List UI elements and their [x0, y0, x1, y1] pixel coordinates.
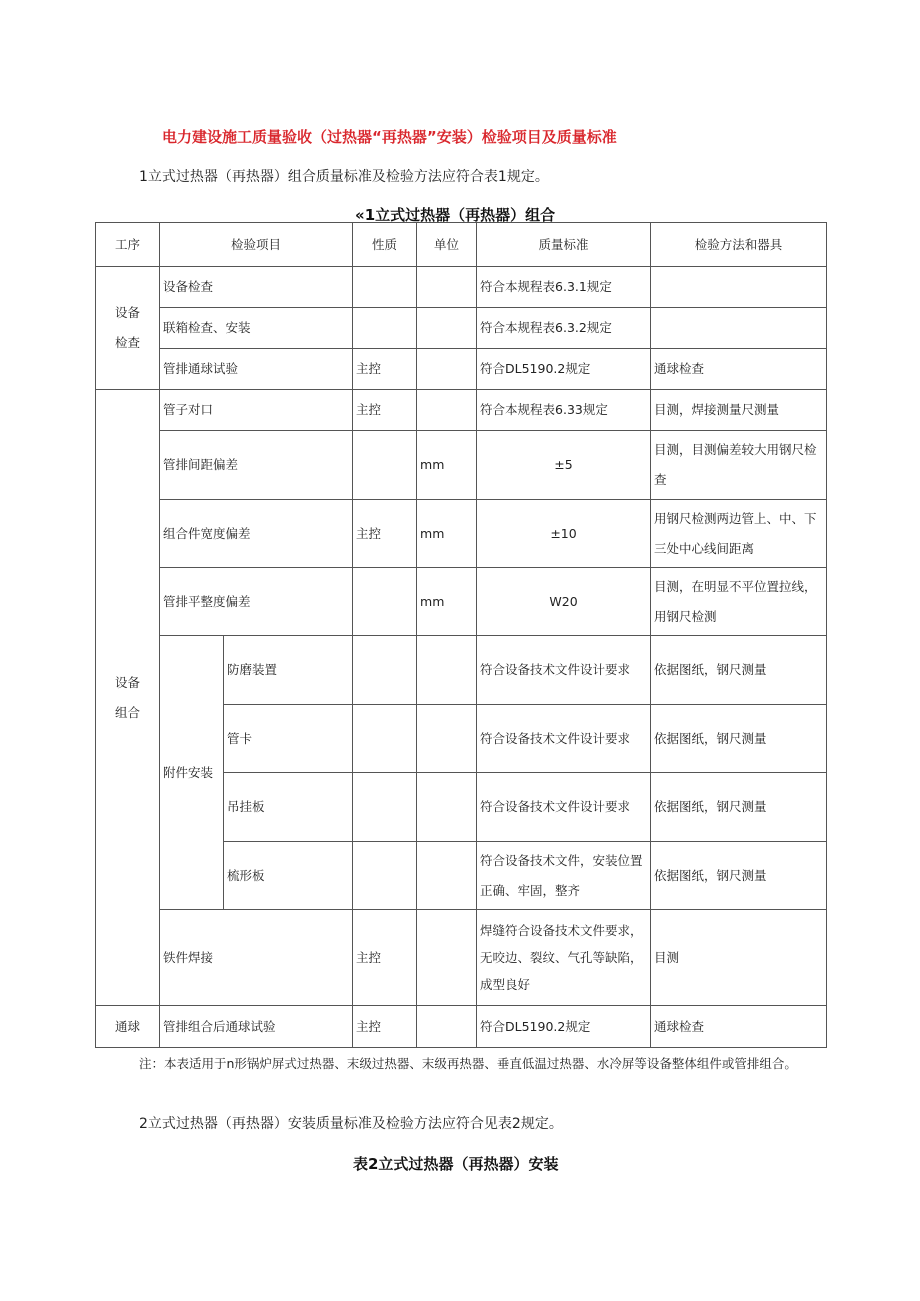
unit-cell: mm	[417, 568, 477, 636]
intro-paragraph-2: 2立式过热器（再热器）安装质量标准及检验方法应符合见表2规定。	[139, 1116, 563, 1132]
unit-cell	[417, 910, 477, 1006]
table-row	[96, 568, 827, 636]
nature-cell: 主控	[353, 1006, 417, 1048]
standard-cell: 焊缝符合设备技术文件要求，无咬边、裂纹、气孔等缺陷，成型良好	[477, 910, 651, 1006]
inspection-table	[95, 222, 827, 1048]
nature-cell: 主控	[353, 910, 417, 1006]
item-cell: 梳形板	[224, 842, 353, 910]
standard-cell: 符合本规程表6.33规定	[477, 390, 651, 431]
standard-cell: W20	[477, 568, 651, 636]
intro-paragraph-1: 1立式过热器（再热器）组合质量标准及检验方法应符合表1规定。	[139, 169, 549, 185]
stage-label: 组合	[114, 704, 140, 720]
standard-cell: 符合设备技术文件，安装位置正确、牢固，整齐	[477, 842, 651, 910]
method-cell: 依据图纸，钢尺测量	[651, 705, 827, 773]
standard-cell: 符合DL5190.2规定	[477, 349, 651, 390]
nature-cell	[353, 267, 417, 308]
standard-cell: 符合DL5190.2规定	[477, 1006, 651, 1048]
stage-label: 设备	[114, 674, 140, 690]
nature-cell	[353, 568, 417, 636]
nature-cell	[353, 431, 417, 500]
stage-cell-ball-test: 通球	[96, 1006, 160, 1048]
unit-cell: mm	[417, 500, 477, 568]
header-cell: 单位	[417, 223, 477, 267]
method-cell: 依据图纸，钢尺测量	[651, 842, 827, 910]
nature-cell: 主控	[353, 500, 417, 568]
method-cell: 通球检查	[651, 349, 827, 390]
unit-cell	[417, 308, 477, 349]
unit-cell	[417, 1006, 477, 1048]
attach-group-cell: 附件安装	[160, 636, 224, 910]
item-cell: 防磨装置	[224, 636, 353, 705]
nature-cell	[353, 773, 417, 842]
unit-cell	[417, 705, 477, 773]
nature-cell	[353, 842, 417, 910]
standard-cell: 符合设备技术文件设计要求	[477, 636, 651, 705]
method-cell	[651, 308, 827, 349]
stage-label: 检查	[114, 335, 140, 350]
standard-cell: ±5	[477, 431, 651, 500]
stage-cell-assembly	[96, 390, 160, 1006]
table-row	[96, 500, 827, 568]
header-cell: 检验项目	[160, 223, 353, 267]
table-row	[96, 910, 827, 1006]
table-row	[96, 390, 827, 431]
table-header-row	[96, 223, 827, 267]
item-cell: 管排组合后通球试验	[160, 1006, 353, 1048]
standard-cell: 符合本规程表6.3.2规定	[477, 308, 651, 349]
unit-cell	[417, 349, 477, 390]
method-cell	[651, 267, 827, 308]
item-cell: 联箱检查、安装	[160, 308, 353, 349]
standard-cell: 符合本规程表6.3.1规定	[477, 267, 651, 308]
nature-cell: 主控	[353, 349, 417, 390]
method-cell: 目测	[651, 910, 827, 1006]
unit-cell: mm	[417, 431, 477, 500]
standard-cell: ±10	[477, 500, 651, 568]
standard-cell: 符合设备技术文件设计要求	[477, 773, 651, 842]
table-row	[96, 267, 827, 308]
method-cell: 目测，目测偏差较大用钢尺检查	[651, 431, 827, 500]
method-cell: 目测，焊接测量尺测量	[651, 390, 827, 431]
document-title: 电力建设施工质量验收（过热器“再热器”安装）检验项目及质量标准	[162, 128, 617, 146]
header-cell: 质量标准	[477, 223, 651, 267]
table-row	[96, 431, 827, 500]
method-cell: 依据图纸，钢尺测量	[651, 773, 827, 842]
stage-label: 设备	[114, 305, 140, 320]
item-cell: 管排间距偏差	[160, 431, 353, 500]
header-cell: 性质	[353, 223, 417, 267]
nature-cell	[353, 308, 417, 349]
table-note: 注：本表适用于n形锅炉屏式过热器、末级过热器、末级再热器、垂直低温过热器、水冷屏等设备整体组件或管排组合。	[139, 1056, 797, 1071]
table1-caption: «1立式过热器（再热器）组合	[355, 206, 556, 224]
item-cell: 铁件焊接	[160, 910, 353, 1006]
item-cell: 管排通球试验	[160, 349, 353, 390]
item-cell: 组合件宽度偏差	[160, 500, 353, 568]
table-row	[96, 308, 827, 349]
method-cell: 通球检查	[651, 1006, 827, 1048]
unit-cell	[417, 842, 477, 910]
table-row	[96, 349, 827, 390]
nature-cell: 主控	[353, 390, 417, 431]
item-cell: 设备检查	[160, 267, 353, 308]
item-cell: 吊挂板	[224, 773, 353, 842]
method-cell: 用钢尺检测两边管上、中、下三处中心线间距离	[651, 500, 827, 568]
unit-cell	[417, 390, 477, 431]
stage-cell-inspection	[96, 267, 160, 390]
header-cell: 检验方法和器具	[651, 223, 827, 267]
nature-cell	[353, 636, 417, 705]
item-cell: 管排平整度偏差	[160, 568, 353, 636]
table-row	[96, 1006, 827, 1048]
method-cell: 依据图纸，钢尺测量	[651, 636, 827, 705]
method-cell: 目测，在明显不平位置拉线，用钢尺检测	[651, 568, 827, 636]
header-cell: 工序	[96, 223, 160, 267]
item-cell: 管子对口	[160, 390, 353, 431]
unit-cell	[417, 773, 477, 842]
unit-cell	[417, 636, 477, 705]
item-cell: 管卡	[224, 705, 353, 773]
standard-cell: 符合设备技术文件设计要求	[477, 705, 651, 773]
nature-cell	[353, 705, 417, 773]
table-row	[96, 636, 827, 705]
table2-caption: 表2立式过热器（再热器）安装	[353, 1155, 559, 1173]
unit-cell	[417, 267, 477, 308]
